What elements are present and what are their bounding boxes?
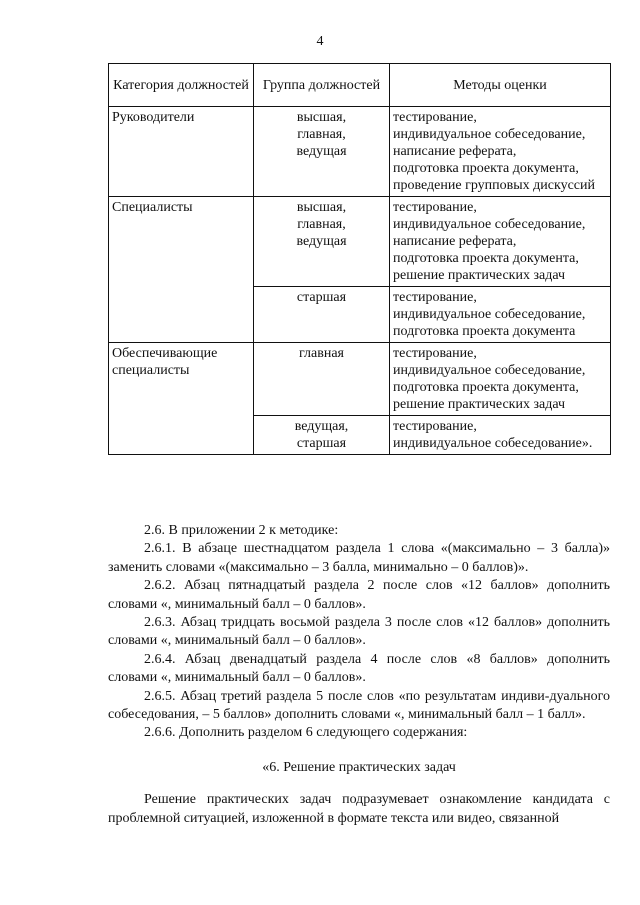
amendments-text: [108, 522, 610, 828]
paragraph: 2.6.1. В абзаце шестнадцатом раздела 1 слова «(максимально – 3 балла)» заменить словами «(максимально – 3 балла, минимально – 0 баллов)».: [108, 541, 610, 575]
header-methods: Методы оценки: [390, 64, 611, 107]
header-category: Категория должностей: [109, 64, 254, 107]
group-cell: высшая, главная, ведущая: [254, 197, 390, 287]
paragraph: 2.6. В приложении 2 к методике:: [144, 523, 339, 538]
methods-cell: тестирование, индивидуальное собеседование, подготовка проекта документа, решение практических задач: [390, 343, 611, 416]
section-heading: «6. Решение практических задач: [262, 759, 456, 775]
table-row: [109, 197, 611, 287]
assessment-methods-table: [108, 63, 611, 455]
paragraph: 2.6.3. Абзац тридцать восьмой раздела 3 после слов «12 баллов» дополнить словами «, минимальный балл – 0 баллов».: [108, 615, 610, 649]
page-number: 4: [316, 34, 324, 49]
methods-cell: тестирование, индивидуальное собеседование».: [390, 416, 611, 455]
paragraph: 2.6.6. Дополнить разделом 6 следующего содержания:: [144, 725, 468, 741]
group-cell: главная: [254, 343, 390, 416]
table-row: [109, 343, 611, 416]
header-group: Группа должностей: [254, 64, 390, 107]
paragraph: Решение практических задач подразумевает ознакомление кандидата с проблемной ситуацией, изложенной в формате текста или видео, связанной: [108, 792, 610, 826]
category-cell: Обеспечивающие специалисты: [109, 343, 254, 455]
paragraph: 2.6.5. Абзац третий раздела 5 после слов «по результатам индиви-дуального собеседования, – 5 баллов» дополнить словами «, минимальный балл – 1 балл».: [108, 688, 610, 723]
paragraph: 2.6.4. Абзац двенадцатый раздела 4 после слов «8 баллов» дополнить словами «, минимальный балл – 0 баллов».: [108, 651, 610, 686]
methods-cell: тестирование, индивидуальное собеседование, подготовка проекта документа: [390, 287, 611, 343]
category-cell: Специалисты: [109, 197, 254, 343]
group-cell: высшая, главная, ведущая: [254, 107, 390, 197]
group-cell: ведущая, старшая: [254, 416, 390, 455]
paragraph: 2.6.2. Абзац пятнадцатый раздела 2 после слов «12 баллов» дополнить словами «, минимальный балл – 0 баллов».: [108, 578, 610, 612]
group-cell: старшая: [254, 287, 390, 343]
category-cell: Руководители: [109, 107, 254, 197]
table-header-row: [109, 64, 611, 107]
table-row: [109, 107, 611, 197]
methods-cell: тестирование, индивидуальное собеседование, написание реферата, подготовка проекта документа, решение практических задач: [390, 197, 611, 287]
methods-cell: тестирование, индивидуальное собеседование, написание реферата, подготовка проекта документа, проведение групповых дискуссий: [390, 107, 611, 197]
